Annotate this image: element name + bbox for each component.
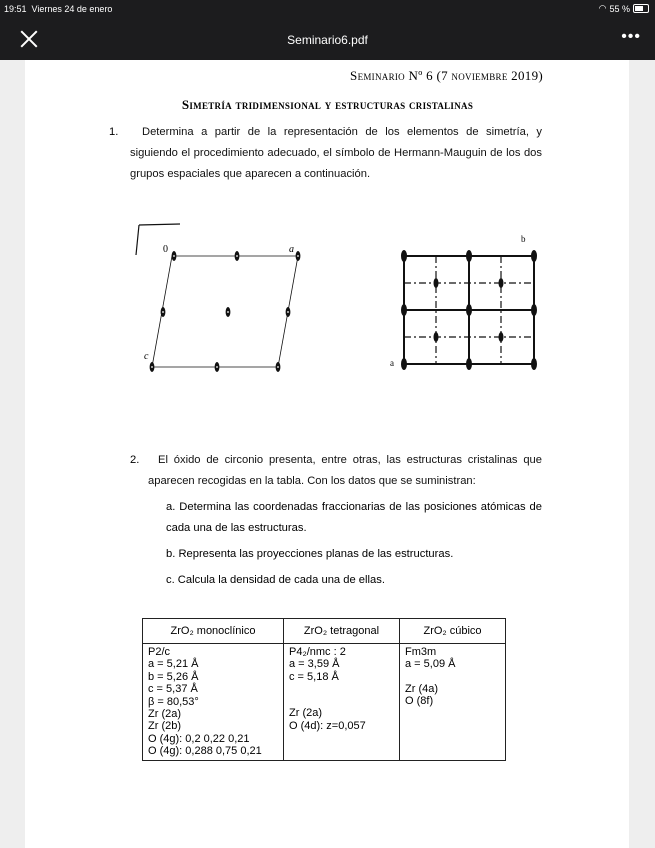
cell-line: O (8f) bbox=[405, 695, 434, 708]
question-2a: a. Determina las coordenadas fraccionarias de las posiciones atómicas de cada una de las estructuras. bbox=[166, 501, 542, 534]
question-2-text: El óxido de circonio presenta, entre otras, las estructuras cristalinas que aparecen recogidas en la tabla. Con los datos que se suministran: bbox=[148, 454, 542, 487]
top-bar bbox=[0, 0, 655, 60]
cell-line: Zr (2a) bbox=[289, 707, 322, 720]
label-b-axis: b bbox=[521, 234, 526, 244]
table-header-row bbox=[143, 619, 506, 644]
cell-line: Zr (4a) bbox=[405, 682, 438, 695]
label-c: c bbox=[144, 351, 149, 362]
header-cubic: ZrO₂ cúbico bbox=[400, 619, 506, 644]
cell-line: b = 5,26 Å bbox=[148, 670, 199, 683]
zirconia-structures-table bbox=[142, 618, 506, 761]
seminar-header: Seminario Nº 6 (7 noviembre 2019) bbox=[350, 68, 543, 83]
question-1-text: Determina a partir de la representación de los elementos de simetría, y siguiendo el procedimiento adecuado, el símbolo de Hermann-Mauguin de los dos grupos espaciales que aparecen a continuación. bbox=[130, 126, 542, 180]
cell-line: O (4g): 0,288 0,75 0,21 bbox=[148, 745, 262, 758]
cell-line: Fm3m bbox=[405, 646, 437, 658]
question-2b: b. Representa las proyecciones planas de las estructuras. bbox=[166, 548, 454, 560]
cell-monoclinic bbox=[143, 644, 284, 761]
symmetry-figure-right bbox=[380, 230, 550, 380]
cell-line: c = 5,18 Å bbox=[289, 670, 339, 683]
battery-icon bbox=[633, 4, 649, 13]
cell-line: c = 5,37 Å bbox=[148, 683, 198, 696]
label-origin: 0 bbox=[163, 244, 168, 255]
status-time-date: 19:51 Viernes 24 de enero bbox=[4, 4, 113, 14]
battery-label: 55 % bbox=[609, 3, 630, 14]
cell-line: a = 3,59 Å bbox=[289, 658, 340, 671]
cell-line: β = 80,53° bbox=[148, 695, 199, 708]
header-tetragonal: ZrO₂ tetragonal bbox=[284, 619, 400, 644]
question-2-number: 2. bbox=[130, 454, 140, 466]
cell-line: O (4d): z=0,057 bbox=[289, 719, 366, 732]
cell-tetragonal bbox=[284, 644, 400, 761]
cell-line: Zr (2a) bbox=[148, 708, 181, 721]
more-options-icon[interactable]: ••• bbox=[621, 28, 641, 45]
status-indicators bbox=[599, 3, 649, 14]
pdf-page[interactable] bbox=[25, 60, 629, 848]
header-monoclinic: ZrO₂ monoclínico bbox=[143, 619, 284, 644]
cell-line: a = 5,09 Å bbox=[405, 658, 456, 671]
question-2c: c. Calcula la densidad de cada una de ellas. bbox=[166, 574, 385, 586]
cell-line: a = 5,21 Å bbox=[148, 658, 199, 671]
label-a: a bbox=[289, 244, 294, 255]
table-row bbox=[143, 644, 506, 761]
cell-cubic bbox=[400, 644, 506, 761]
label-a-axis: a bbox=[390, 358, 394, 368]
cell-line: P4₂/nmc : 2 bbox=[289, 646, 346, 658]
cell-spacer bbox=[289, 683, 394, 695]
cell-spacer bbox=[289, 695, 394, 707]
cell-line: O (4g): 0,2 0,22 0,21 bbox=[148, 732, 250, 745]
cell-spacer bbox=[405, 671, 500, 683]
page-title: Simetría tridimensional y estructuras cristalinas bbox=[181, 97, 474, 112]
wifi-icon: ◠ bbox=[598, 3, 607, 13]
cell-line: Zr (2b) bbox=[148, 720, 181, 733]
cell-line: P2/c bbox=[148, 646, 171, 658]
document-title: Seminario6.pdf bbox=[287, 33, 368, 47]
symmetry-figure-left bbox=[130, 218, 310, 388]
question-1-number: 1. bbox=[109, 126, 119, 138]
